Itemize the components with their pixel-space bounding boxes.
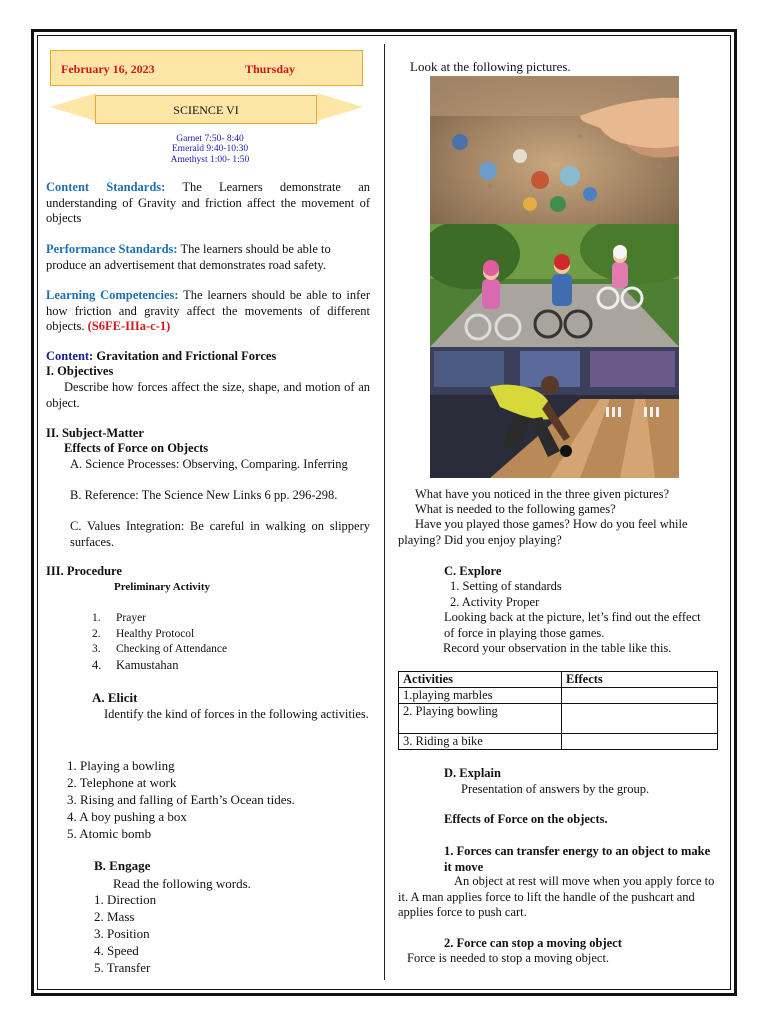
table-row	[399, 704, 718, 734]
subject-matter-title: Effects of Force on Objects	[64, 441, 209, 455]
preliminary-list	[92, 611, 227, 673]
question-1: What have you noticed in the three given pictures?	[415, 487, 670, 501]
list-item: 2. Telephone at work	[67, 775, 177, 790]
content-standards-text: The Learners demonstrate an understanding of Gravity and friction affect the movement of objects	[46, 180, 370, 225]
observation-table	[398, 671, 718, 750]
list-item: 2. Healthy Protocol	[92, 627, 195, 640]
table-cell	[562, 688, 718, 704]
table-cell	[562, 704, 718, 734]
table-cell: 1.playing marbles	[399, 688, 562, 704]
performance-standards-text: The learners should be able to produce an advertisement that demonstrates road safety.	[46, 242, 331, 272]
question-3: Have you played those games? How do you feel while playing? Did you enjoy playing?	[398, 517, 688, 547]
engage-list	[94, 891, 156, 976]
table-cell	[562, 734, 718, 750]
schedule-line: Garnet 7:50- 8:40	[176, 134, 244, 144]
explain-heading: D. Explain	[444, 766, 501, 780]
subject-matter-a: A. Science Processes: Observing, Comparing. Inferring	[70, 457, 348, 471]
explore-item: 2. Activity Proper	[450, 595, 540, 609]
ribbon-tail-right	[317, 93, 363, 121]
elicit-intro: Identify the kind of forces in the following activities.	[104, 707, 369, 721]
content-standards	[46, 180, 370, 227]
subject-matter-c: C. Values Integration: Be careful in walking on slippery surfaces.	[70, 519, 370, 549]
explore-record: Record your observation in the table like this.	[443, 641, 672, 655]
list-item: 1. Prayer	[92, 612, 147, 624]
list-item: 4. Speed	[94, 943, 139, 958]
learning-competencies-label: Learning Competencies:	[46, 288, 179, 302]
force-1-heading: 1. Forces can transfer energy to an object to make it move	[444, 844, 711, 874]
list-item: 4. A boy pushing a box	[67, 809, 187, 824]
ribbon-tail-left	[50, 93, 96, 121]
list-item: 3. Checking of Attendance	[92, 643, 228, 655]
date-banner	[50, 50, 363, 86]
column-header-activities: Activities	[399, 672, 562, 688]
explain-text: Presentation of answers by the group.	[461, 782, 650, 796]
column-divider	[384, 44, 385, 980]
force-2-text: Force is needed to stop a moving object.	[407, 951, 610, 965]
list-item: 5. Transfer	[94, 960, 151, 975]
content-label: Content:	[46, 349, 94, 363]
force-1-text: An object at rest will move when you apply force to it. A man applies force to lift the handle of the pushcart and applies force to push cart.	[398, 874, 715, 919]
list-item: 3. Position	[94, 926, 150, 941]
list-item: 5. Atomic bomb	[67, 826, 152, 841]
question-2: What is needed to the following games?	[415, 502, 616, 516]
day-text: Thursday	[245, 62, 296, 76]
subject-matter-b: B. Reference: The Science New Links 6 pp. 296-298.	[70, 488, 338, 502]
explore-item: 1. Setting of standards	[450, 579, 562, 593]
elicit-heading: A. Elicit	[92, 690, 138, 705]
effects-heading: Effects of Force on the objects.	[444, 812, 608, 826]
objectives-text: Describe how forces affect the size, shape, and motion of an object.	[46, 380, 370, 410]
procedure-heading: III. Procedure	[46, 564, 122, 578]
table-row	[399, 688, 718, 704]
list-item: 1. Playing a bowling	[67, 758, 175, 773]
competency-code: (S6FE-IIIa-c-1)	[87, 319, 171, 333]
bowling-photo	[430, 347, 679, 478]
subject-matter-heading: II. Subject-Matter	[46, 426, 144, 440]
table-header-row	[399, 672, 718, 688]
marbles-photo	[430, 76, 679, 224]
force-2-heading: 2. Force can stop a moving object	[444, 936, 622, 950]
performance-standards-label: Performance Standards:	[46, 242, 178, 256]
bikes-photo	[430, 224, 679, 347]
table-cell: 3. Riding a bike	[399, 734, 562, 750]
elicit-list	[67, 757, 295, 842]
column-header-effects: Effects	[562, 672, 718, 688]
content-text: Gravitation and Frictional Forces	[96, 349, 277, 363]
list-item: 2. Mass	[94, 909, 135, 924]
engage-heading: B. Engage	[94, 858, 151, 873]
content-standards-label: Content Standards:	[46, 180, 166, 194]
preliminary-activity: Preliminary Activity	[114, 581, 211, 593]
explore-heading: C. Explore	[444, 564, 502, 578]
schedule-line: Amethyst 1:00- 1:50	[170, 155, 250, 165]
learning-competencies-text: The learners should be able to infer how friction and gravity affect the movements of different objects.	[46, 288, 371, 333]
learning-competencies	[46, 288, 370, 335]
table-cell: 2. Playing bowling	[399, 704, 562, 734]
look-instruction: Look at the following pictures.	[410, 59, 571, 74]
objectives-heading: I. Objectives	[46, 364, 114, 378]
content-line	[46, 349, 370, 365]
list-item: 3. Rising and falling of Earth’s Ocean tides.	[67, 792, 295, 807]
list-item: 4. Kamustahan	[92, 657, 179, 672]
performance-standards	[46, 242, 370, 273]
list-item: 1. Direction	[94, 892, 157, 907]
explore-text: Looking back at the picture, let’s find out the effect of force in playing those games.	[444, 610, 701, 640]
date-text: February 16, 2023	[61, 62, 155, 76]
engage-intro: Read the following words.	[113, 876, 251, 891]
schedule-line: Emerald 9:40-10:30	[171, 144, 249, 154]
subject-ribbon: SCIENCE VI	[95, 95, 317, 124]
table-row	[399, 734, 718, 750]
